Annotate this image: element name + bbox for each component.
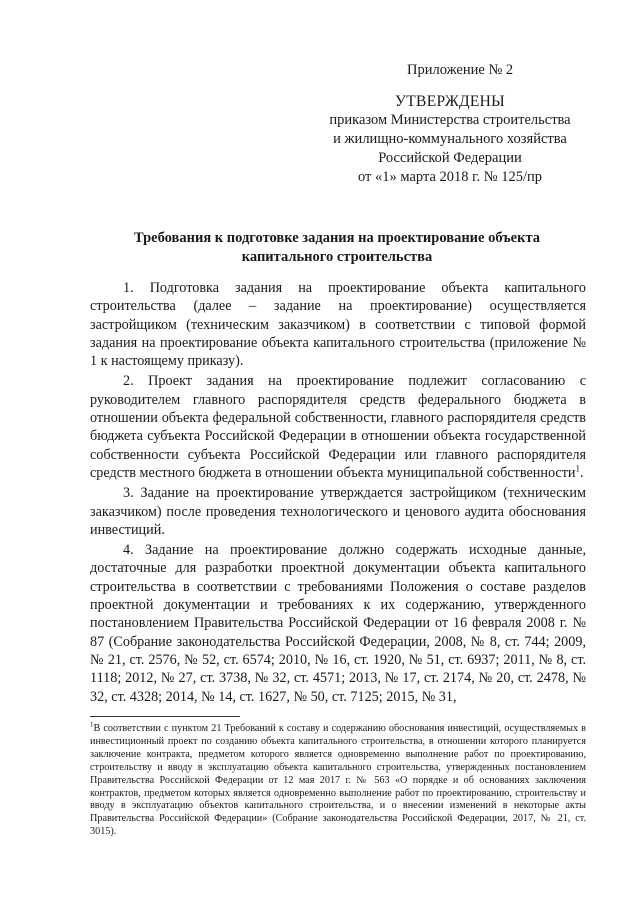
footnote-ref: 1 [575, 463, 580, 474]
approval-date-line: от «1» марта 2018 г. № 125/пр [358, 169, 542, 185]
appendix-number: Приложение № 2 [407, 62, 514, 78]
approval-block [320, 92, 580, 187]
paragraph-4: 4. Задание на проектирование должно содержать исходные данные, достаточные для разработки проектной документации объекта капитального строительства в соответствии с требованиями Положения о составе разделов проектной документации и требованиях к их содержанию, утвержденного постановлением Правительства Российской Федерации от 16 февраля 2008 г. № 87 (Собрание законодательства Российской Федерации, 2008, № 8, ст. 744; 2009, № 21, ст. 2576, № 52, ст. 6574; 2010, № 16, ст. 1920, № 51, ст. 6937; 2011, № 8, ст. 1118; 2012, № 27, ст. 3738, № 32, ст. 4571; 2013, № 17, ст. 2174, № 20, ст. 2478, № 32, ст. 4328; 2014, № 14, ст. 1627, № 50, ст. 7125; 2015, № 31, [90, 542, 586, 705]
approval-line: приказом Министерства строительства [329, 112, 571, 128]
document-body [90, 279, 586, 708]
paragraph-1: 1. Подготовка задания на проектирование объекта капитального строительства (далее – задание на проектирование) осуществляется застройщиком (техническим заказчиком) в соответствии с типовой формой задания на проектирование объекта капитального строительства (приложение № 1 к настоящему приказу). [90, 280, 586, 370]
footnote-marker: 1 [90, 720, 94, 729]
paragraph-2: 2. Проект задания на проектирование подлежит согласованию с руководителем главного распорядителя средств федерального бюджета в отношении объекта федеральной собственности, главного распорядителя средств бюджета субъекта Российской Федерации в отношении объекта государственной собственности субъекта Российской Федерации или главного распорядителя средств местного бюджета в отношении объекта муниципальной собственности$^1$. [90, 373, 586, 481]
document-title: Требования к подготовке задания на проектирование объекта капитального строительства [133, 230, 541, 265]
approval-line: Российской Федерации [378, 150, 522, 166]
footnote-text: В соответствии с пунктом 21 Требований к составу и содержанию обоснования инвестиций, осуществляемых в инвестиционный проект по созданию объекта капитального строительства, в отношении которого планируется заключение контракта, предметом которого является одновременно выполнение работ по проектированию, строительству и вводу в эксплуатацию объекта капитального строительства, утвержденных постановлением Правительства Российской Федерации от 12 мая 2017 г. № 563 «О порядке и об основаниях заключения контрактов, предметом которых является одновременно выполнение работ по проектированию, строительству и вводу в эксплуатацию объектов капитального строительства, и о внесении изменений в некоторые акты Правительства Российской Федерации» (Собрание законодательства Российской Федерации, 2017, № 21, ст. 3015). [90, 723, 586, 838]
paragraph-3: 3. Задание на проектирование утверждается застройщиком (техническим заказчиком) после проведения технологического и ценового аудита обоснования инвестиций. [90, 485, 586, 538]
footnote-separator [90, 716, 240, 717]
footnote [90, 720, 586, 839]
approval-title: УТВЕРЖДЕНЫ [395, 93, 505, 110]
approval-line: и жилищно-коммунального хозяйства [333, 131, 567, 147]
